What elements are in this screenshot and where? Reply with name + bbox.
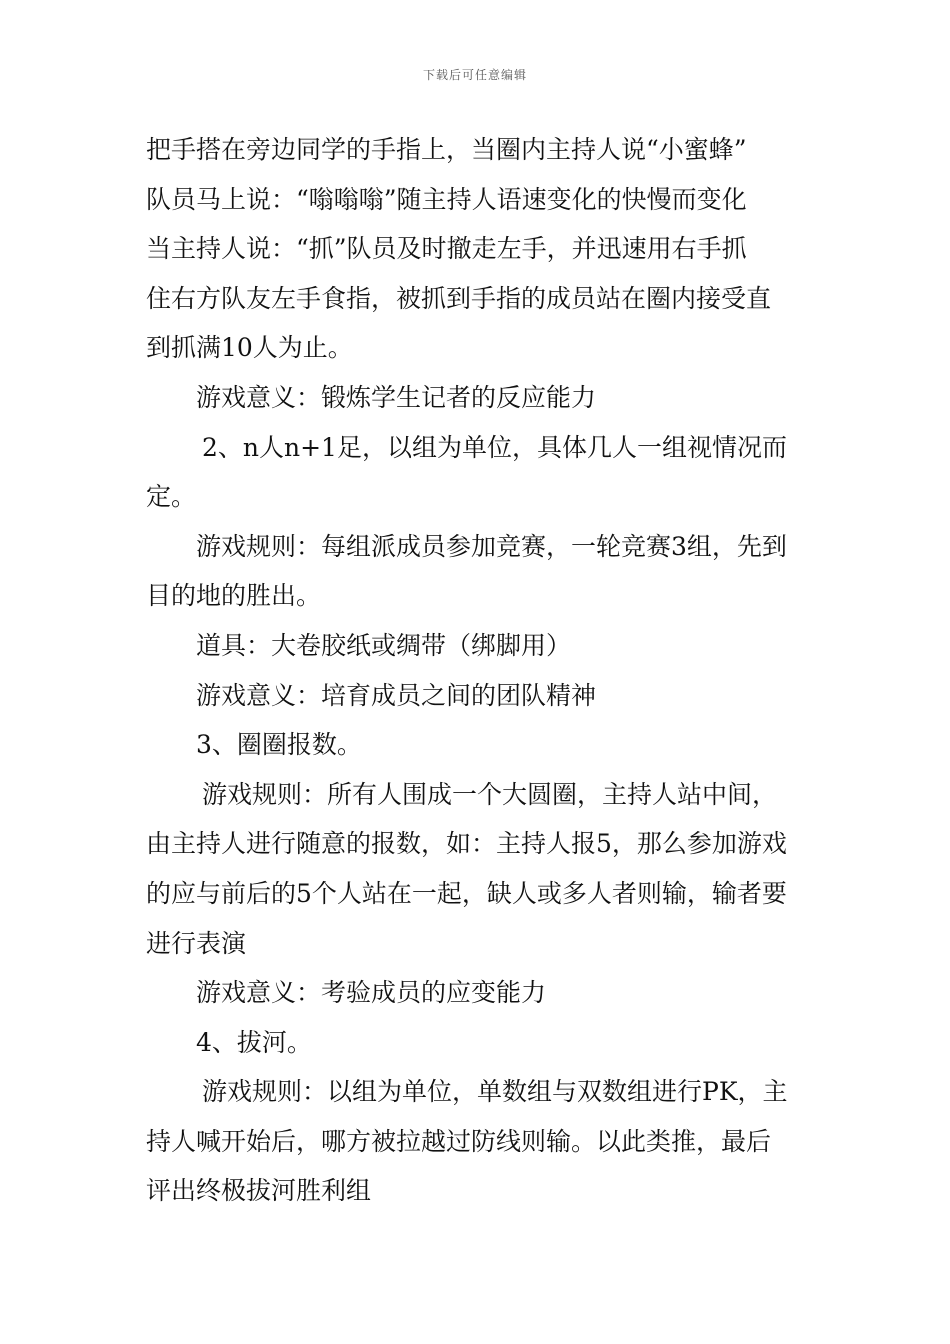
game-meaning-2: 游戏意义：培育成员之间的团队精神 xyxy=(196,680,597,710)
game-3-rules: 游戏规则：所有人围成一个大圆圈，主持人站中间， xyxy=(202,779,778,809)
text-line: 的应与前后的5个人站在一起，缺人或多人者则输，输者要 xyxy=(146,878,787,908)
text-line: 当主持人说：“抓”队员及时撤走左手，并迅速用右手抓 xyxy=(146,234,747,264)
text-line: 进行表演 xyxy=(146,928,247,958)
game-2-title: 2、n人n+1足，以组为单位，具体几人一组视情况而 xyxy=(202,432,787,462)
game-2-props: 道具：大卷胶纸或绸带（绑脚用） xyxy=(196,630,572,660)
game-3-title: 3、圈圈报数。 xyxy=(196,730,362,760)
game-meaning-1: 游戏意义：锻炼学生记者的反应能力 xyxy=(196,382,597,412)
game-2-rules: 游戏规则：每组派成员参加竞赛，一轮竞赛3组，先到 xyxy=(196,531,787,561)
game-meaning-3: 游戏意义：考验成员的应变能力 xyxy=(196,978,547,1008)
text-line: 队员马上说：“嗡嗡嗡”随主持人语速变化的快慢而变化 xyxy=(146,184,747,214)
text-line: 到抓满10人为止。 xyxy=(146,333,353,363)
text-line: 持人喊开始后，哪方被拉越过防线则输。以此类推，最后 xyxy=(146,1126,772,1156)
text-line: 目的地的胜出。 xyxy=(146,581,322,611)
page-header: 下载后可任意编辑 xyxy=(422,68,527,82)
text-line: 由主持人进行随意的报数，如：主持人报5，那么参加游戏 xyxy=(146,829,787,859)
text-line: 评出终极拔河胜利组 xyxy=(146,1176,372,1206)
game-4-rules: 游戏规则：以组为单位，单数组与双数组进行PK，主 xyxy=(202,1077,788,1107)
text-line: 定。 xyxy=(146,482,197,512)
document-body xyxy=(146,125,810,1216)
game-4-title: 4、拔河。 xyxy=(196,1027,312,1057)
text-line: 住右方队友左手食指，被抓到手指的成员站在圈内接受直 xyxy=(146,283,772,313)
text-line: 把手搭在旁边同学的手指上，当圈内主持人说“小蜜蜂” xyxy=(146,135,747,164)
